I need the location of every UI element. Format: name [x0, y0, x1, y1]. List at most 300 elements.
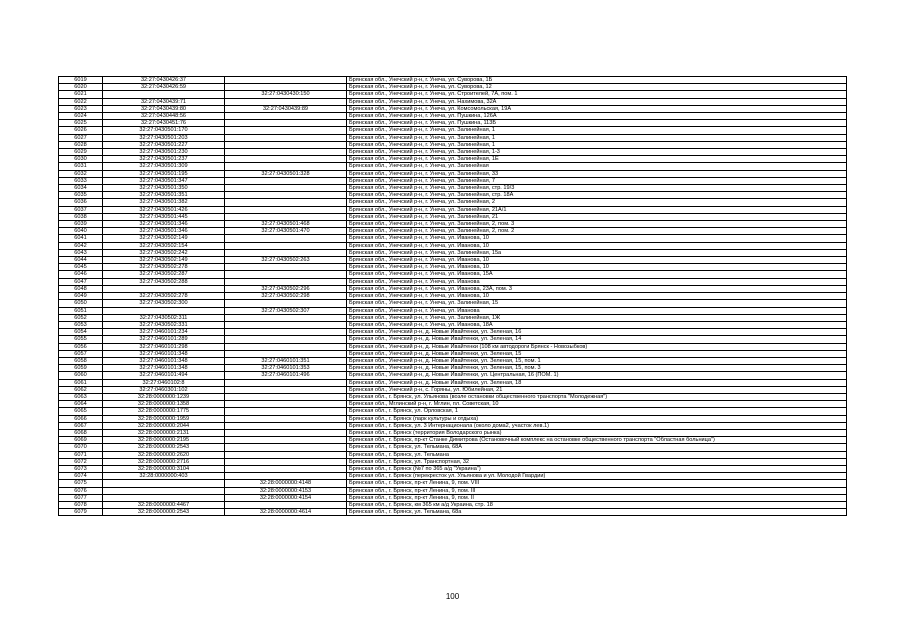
land-cadastral-number-cell: 32:28:0000000:403 — [103, 473, 225, 480]
building-cadastral-number-cell — [225, 278, 347, 285]
row-number-cell: 6039 — [59, 221, 103, 228]
row-number-cell: 6070 — [59, 444, 103, 451]
building-cadastral-number-cell: 32:28:0000000:4154 — [225, 494, 347, 501]
row-number-cell: 6051 — [59, 307, 103, 314]
building-cadastral-number-cell — [225, 249, 347, 256]
address-cell: Брянская обл., Унечский р-н, г. Унеча, ул. Залинейная, 7 — [347, 177, 847, 184]
address-cell: Брянская обл., г. Брянск, км 365 км а/д Украина, стр. 18 — [347, 501, 847, 508]
building-cadastral-number-cell: 32:27:0430501:468 — [225, 221, 347, 228]
building-cadastral-number-cell — [225, 401, 347, 408]
row-number-cell: 6044 — [59, 257, 103, 264]
building-cadastral-number-cell: 32:27:0430502:296 — [225, 285, 347, 292]
table-row — [59, 221, 847, 228]
building-cadastral-number-cell — [225, 408, 347, 415]
building-cadastral-number-cell — [225, 113, 347, 120]
row-number-cell: 6060 — [59, 372, 103, 379]
table-row — [59, 264, 847, 271]
address-cell: Брянская обл., Унечский р-н, г. Унеча, ул. Залинейная, 1 — [347, 134, 847, 141]
table-row — [59, 480, 847, 487]
land-cadastral-number-cell: 32:27:0460101:289 — [103, 336, 225, 343]
table-row — [59, 509, 847, 516]
table-row — [59, 185, 847, 192]
address-cell: Брянская обл., Унечский р-н, г. Унеча, ул. Иванова, 10 — [347, 235, 847, 242]
land-cadastral-number-cell: 32:27:0430426:37 — [103, 77, 225, 84]
land-cadastral-number-cell: 32:27:0430501:227 — [103, 141, 225, 148]
address-cell: Брянская обл., г. Брянск, пр-кт Ленина, 9, пом. II — [347, 494, 847, 501]
address-cell: Брянская обл., Унечский р-н, г. Унеча, ул. Залинейная, 2 — [347, 199, 847, 206]
row-number-cell: 6071 — [59, 451, 103, 458]
land-cadastral-number-cell: 32:27:0460101:298 — [103, 343, 225, 350]
row-number-cell: 6027 — [59, 134, 103, 141]
land-cadastral-number-cell: 32:27:0430502:331 — [103, 321, 225, 328]
row-number-cell: 6054 — [59, 329, 103, 336]
row-number-cell: 6057 — [59, 350, 103, 357]
address-cell: Брянская обл., Унечский р-н, г. Унеча, ул. Комсомольская, 19А — [347, 105, 847, 112]
building-cadastral-number-cell: 32:28:0000000:4148 — [225, 480, 347, 487]
table-row — [59, 84, 847, 91]
row-number-cell: 6031 — [59, 163, 103, 170]
land-cadastral-number-cell: 32:28:0000000:1358 — [103, 401, 225, 408]
land-cadastral-number-cell: 32:27:0430502:149 — [103, 235, 225, 242]
row-number-cell: 6061 — [59, 379, 103, 386]
row-number-cell: 6032 — [59, 170, 103, 177]
land-cadastral-number-cell: 32:27:0430502:149 — [103, 257, 225, 264]
land-cadastral-number-cell: 32:27:0430502:278 — [103, 293, 225, 300]
table-row — [59, 329, 847, 336]
building-cadastral-number-cell: 32:27:0430502:307 — [225, 307, 347, 314]
building-cadastral-number-cell — [225, 127, 347, 134]
table-row — [59, 285, 847, 292]
address-cell: Брянская обл., г. Брянск (перекресток ул. Ульянова и ул. Молодой Гвардии) — [347, 473, 847, 480]
row-number-cell: 6025 — [59, 120, 103, 127]
table-row — [59, 170, 847, 177]
building-cadastral-number-cell — [225, 415, 347, 422]
building-cadastral-number-cell — [225, 343, 347, 350]
land-cadastral-number-cell: 32:27:0460101:234 — [103, 329, 225, 336]
building-cadastral-number-cell — [225, 120, 347, 127]
table-row — [59, 487, 847, 494]
building-cadastral-number-cell — [225, 213, 347, 220]
address-cell: Брянская обл., Унечский р-н, г. Унеча, ул. Залинейная, 15 — [347, 300, 847, 307]
table-row — [59, 372, 847, 379]
table-row — [59, 98, 847, 105]
address-cell: Брянская обл., Унечский р-н, г. Унеча, ул. Залинейная, 1Е — [347, 156, 847, 163]
address-cell: Брянская обл., Унечский р-н, г. Унеча, ул. Пушкина, 113Б — [347, 120, 847, 127]
address-cell: Брянская обл., Унечский р-н, д. Новые Ивайтенки, ул. Зеленая, 15 — [347, 350, 847, 357]
building-cadastral-number-cell — [225, 264, 347, 271]
row-number-cell: 6069 — [59, 437, 103, 444]
table-row — [59, 177, 847, 184]
land-cadastral-number-cell — [103, 487, 225, 494]
building-cadastral-number-cell — [225, 156, 347, 163]
address-cell: Брянская обл., г. Брянск (территория Володарского рынка) — [347, 429, 847, 436]
address-cell: Брянская обл., Унечский р-н, г. Унеча, ул. Иванова, 10 — [347, 293, 847, 300]
building-cadastral-number-cell: 32:27:0460101:353 — [225, 365, 347, 372]
row-number-cell: 6043 — [59, 249, 103, 256]
row-number-cell: 6026 — [59, 127, 103, 134]
land-cadastral-number-cell: 32:28:0000000:2620 — [103, 451, 225, 458]
table-row — [59, 213, 847, 220]
land-cadastral-number-cell — [103, 91, 225, 98]
land-cadastral-number-cell: 32:27:0430501:382 — [103, 199, 225, 206]
page-number: 100 — [445, 592, 460, 601]
address-cell: Брянская обл., Унечский р-н, г. Унеча, ул. Суворова, 12 — [347, 84, 847, 91]
address-cell: Брянская обл., Унечский р-н, г. Унеча, ул. Залинейная, 1 — [347, 141, 847, 148]
land-cadastral-number-cell: 32:27:0430501:426 — [103, 206, 225, 213]
table-row — [59, 156, 847, 163]
cadastral-table — [58, 76, 847, 516]
address-cell: Брянская обл., г. Брянск, ул. Тельмана, 68а — [347, 509, 847, 516]
address-cell: Брянская обл., Унечский р-н, с. Горяны, ул. Юбилейная, 21 — [347, 386, 847, 393]
address-cell: Брянская обл., Унечский р-н, г. Унеча, ул. Залинейная, 15а — [347, 249, 847, 256]
row-number-cell: 6074 — [59, 473, 103, 480]
land-cadastral-number-cell: 32:28:0000000:2131 — [103, 429, 225, 436]
address-cell: Брянская обл., Унечский р-н, г. Унеча, ул. Нахимова, 32А — [347, 98, 847, 105]
land-cadastral-number-cell: 32:28:0000000:1775 — [103, 408, 225, 415]
address-cell: Брянская обл., г. Брянск, ул. Тельмана — [347, 451, 847, 458]
table-row — [59, 91, 847, 98]
address-cell: Брянская обл., Унечский р-н, г. Унеча, ул. Залинейная — [347, 163, 847, 170]
building-cadastral-number-cell — [225, 437, 347, 444]
address-cell: Брянская обл., г. Брянск, ул. 3 Интернационала (около дома2, участок лев.1) — [347, 422, 847, 429]
building-cadastral-number-cell — [225, 134, 347, 141]
row-number-cell: 6063 — [59, 393, 103, 400]
table-row — [59, 444, 847, 451]
address-cell: Брянская обл., Унечский р-н, г. Унеча, ул. Залинейная, 2, пом. 2 — [347, 228, 847, 235]
row-number-cell: 6042 — [59, 242, 103, 249]
table-row — [59, 77, 847, 84]
land-cadastral-number-cell: 32:27:0430501:346 — [103, 221, 225, 228]
table-row — [59, 379, 847, 386]
row-number-cell: 6064 — [59, 401, 103, 408]
building-cadastral-number-cell — [225, 98, 347, 105]
land-cadastral-number-cell: 32:27:0460101:494 — [103, 372, 225, 379]
row-number-cell: 6058 — [59, 357, 103, 364]
building-cadastral-number-cell: 32:27:0430501:328 — [225, 170, 347, 177]
row-number-cell: 6068 — [59, 429, 103, 436]
table-row — [59, 473, 847, 480]
land-cadastral-number-cell: 32:27:0430501:350 — [103, 185, 225, 192]
land-cadastral-number-cell: 32:27:0430501:203 — [103, 134, 225, 141]
table-row — [59, 113, 847, 120]
building-cadastral-number-cell: 32:27:0460101:496 — [225, 372, 347, 379]
building-cadastral-number-cell — [225, 501, 347, 508]
row-number-cell: 6052 — [59, 314, 103, 321]
building-cadastral-number-cell — [225, 185, 347, 192]
address-cell: Брянская обл., Мглинский р-н, г. Мглин, пл. Советская, 10 — [347, 401, 847, 408]
land-cadastral-number-cell: 32:27:0430502:287 — [103, 271, 225, 278]
address-cell: Брянская обл., Унечский р-н, г. Унеча, ул. Залинейная, 21А/1 — [347, 206, 847, 213]
land-cadastral-number-cell: 32:27:0430501:347 — [103, 177, 225, 184]
table-row — [59, 105, 847, 112]
building-cadastral-number-cell — [225, 300, 347, 307]
building-cadastral-number-cell — [225, 199, 347, 206]
row-number-cell: 6029 — [59, 149, 103, 156]
land-cadastral-number-cell: 32:27:0430502:300 — [103, 300, 225, 307]
row-number-cell: 6020 — [59, 84, 103, 91]
building-cadastral-number-cell — [225, 206, 347, 213]
land-cadastral-number-cell: 32:27:0460102:8 — [103, 379, 225, 386]
land-cadastral-number-cell — [103, 285, 225, 292]
row-number-cell: 6056 — [59, 343, 103, 350]
address-cell: Брянская обл., Унечский р-н, г. Унеча, ул. Залинейная, 1 — [347, 127, 847, 134]
building-cadastral-number-cell — [225, 429, 347, 436]
address-cell: Брянская обл., Унечский р-н, д. Новые Ивайтенки, ул. Зеленая, 14 — [347, 336, 847, 343]
address-cell: Брянская обл., Унечский р-н, г. Унеча, ул. Залинейная, 1-3 — [347, 149, 847, 156]
table-row — [59, 386, 847, 393]
table-row — [59, 465, 847, 472]
building-cadastral-number-cell — [225, 177, 347, 184]
table-row — [59, 163, 847, 170]
address-cell: Брянская обл., Унечский р-н, г. Унеча, ул. Иванова, 10 — [347, 264, 847, 271]
building-cadastral-number-cell — [225, 458, 347, 465]
building-cadastral-number-cell — [225, 393, 347, 400]
land-cadastral-number-cell: 32:27:0460101:348 — [103, 357, 225, 364]
building-cadastral-number-cell — [225, 192, 347, 199]
building-cadastral-number-cell: 32:28:0000000:4614 — [225, 509, 347, 516]
table-row — [59, 192, 847, 199]
land-cadastral-number-cell: 32:27:0430502:242 — [103, 249, 225, 256]
table-row — [59, 300, 847, 307]
table-row — [59, 501, 847, 508]
building-cadastral-number-cell: 32:27:0430502:263 — [225, 257, 347, 264]
land-cadastral-number-cell — [103, 480, 225, 487]
address-cell: Брянская обл., г. Брянск (парк культуры и отдыха) — [347, 415, 847, 422]
land-cadastral-number-cell: 32:27:0430502:278 — [103, 264, 225, 271]
land-cadastral-number-cell: 32:28:0000000:3104 — [103, 465, 225, 472]
row-number-cell: 6053 — [59, 321, 103, 328]
table-row — [59, 228, 847, 235]
address-cell: Брянская обл., Унечский р-н, г. Унеча, ул. Залинейная, стр. 18А — [347, 192, 847, 199]
table-row — [59, 415, 847, 422]
table-row — [59, 422, 847, 429]
address-cell: Брянская обл., Унечский р-н, г. Унеча, ул. Иванова, 23А, пом. 3 — [347, 285, 847, 292]
table-row — [59, 336, 847, 343]
building-cadastral-number-cell — [225, 77, 347, 84]
row-number-cell: 6023 — [59, 105, 103, 112]
land-cadastral-number-cell: 32:27:0430501:309 — [103, 163, 225, 170]
address-cell: Брянская обл., г. Брянск, ул. Ульянова (возле остановки общественного транспорта "Молодежная") — [347, 393, 847, 400]
row-number-cell: 6049 — [59, 293, 103, 300]
land-cadastral-number-cell: 32:27:0430501:351 — [103, 192, 225, 199]
row-number-cell: 6079 — [59, 509, 103, 516]
building-cadastral-number-cell: 32:27:0460101:351 — [225, 357, 347, 364]
table-row — [59, 127, 847, 134]
land-cadastral-number-cell: 32:28:0000000:2044 — [103, 422, 225, 429]
row-number-cell: 6050 — [59, 300, 103, 307]
land-cadastral-number-cell: 32:27:0430439:80 — [103, 105, 225, 112]
row-number-cell: 6078 — [59, 501, 103, 508]
row-number-cell: 6036 — [59, 199, 103, 206]
table-row — [59, 293, 847, 300]
table-row — [59, 350, 847, 357]
land-cadastral-number-cell: 32:27:0430501:170 — [103, 127, 225, 134]
table-row — [59, 235, 847, 242]
table-row — [59, 314, 847, 321]
address-cell: Брянская обл., г. Брянск, пр-кт Ленина, 9, пом. III — [347, 487, 847, 494]
address-cell: Брянская обл., Унечский р-н, г. Унеча, ул. Залинейная, 2, пом. 3 — [347, 221, 847, 228]
address-cell: Брянская обл., Унечский р-н, г. Унеча, ул. Залинейная, 1Ж — [347, 314, 847, 321]
table-row — [59, 437, 847, 444]
row-number-cell: 6067 — [59, 422, 103, 429]
building-cadastral-number-cell — [225, 314, 347, 321]
table-row — [59, 199, 847, 206]
row-number-cell: 6040 — [59, 228, 103, 235]
land-cadastral-number-cell: 32:28:0000000:1959 — [103, 415, 225, 422]
building-cadastral-number-cell — [225, 271, 347, 278]
land-cadastral-number-cell: 32:27:0430502:154 — [103, 242, 225, 249]
address-cell: Брянская обл., Унечский р-н, г. Унеча, ул. Иванова — [347, 278, 847, 285]
building-cadastral-number-cell: 32:27:0430439:89 — [225, 105, 347, 112]
row-number-cell: 6034 — [59, 185, 103, 192]
building-cadastral-number-cell — [225, 163, 347, 170]
building-cadastral-number-cell — [225, 242, 347, 249]
land-cadastral-number-cell: 32:27:0430439:71 — [103, 98, 225, 105]
address-cell: Брянская обл., Унечский р-н, г. Унеча, ул. Залинейная, стр. 19/3 — [347, 185, 847, 192]
address-cell: Брянская обл., Унечский р-н, г. Унеча, ул. Иванова, 10 — [347, 242, 847, 249]
land-cadastral-number-cell: 32:28:0000000:2195 — [103, 437, 225, 444]
address-cell: Брянская обл., Унечский р-н, г. Унеча, ул. Строителей, 7А, пом. 1 — [347, 91, 847, 98]
address-cell: Брянская обл., Унечский р-н, д. Новые Ивайтенки (108 км автодороги Брянск - Новозыбков) — [347, 343, 847, 350]
building-cadastral-number-cell — [225, 451, 347, 458]
address-cell: Брянская обл., Унечский р-н, д. Новые Ивайтенки, ул. Центральная, 16 (ПОМ. 1) — [347, 372, 847, 379]
address-cell: Брянская обл., г. Брянск, ул. Транспортная, 32 — [347, 458, 847, 465]
table-row — [59, 321, 847, 328]
land-cadastral-number-cell: 32:28:0000000:1239 — [103, 393, 225, 400]
row-number-cell: 6059 — [59, 365, 103, 372]
table-row — [59, 408, 847, 415]
land-cadastral-number-cell: 32:27:0430501:445 — [103, 213, 225, 220]
table-row — [59, 458, 847, 465]
address-cell: Брянская обл., Унечский р-н, г. Унеча, ул. Иванова, 10 — [347, 257, 847, 264]
building-cadastral-number-cell — [225, 84, 347, 91]
land-cadastral-number-cell: 32:27:0430501:195 — [103, 170, 225, 177]
row-number-cell: 6072 — [59, 458, 103, 465]
row-number-cell: 6022 — [59, 98, 103, 105]
address-cell: Брянская обл., г. Брянск (№7 по 365 a/д "Украина") — [347, 465, 847, 472]
building-cadastral-number-cell — [225, 149, 347, 156]
address-cell: Брянская обл., г. Брянск, пр-кт Станке Димитрова (Остановочный комплекс на остановке общественного транспорта "Областная больница") — [347, 437, 847, 444]
table-row — [59, 249, 847, 256]
building-cadastral-number-cell — [225, 473, 347, 480]
row-number-cell: 6047 — [59, 278, 103, 285]
table-row — [59, 357, 847, 364]
row-number-cell: 6066 — [59, 415, 103, 422]
table-row — [59, 242, 847, 249]
address-cell: Брянская обл., г. Брянск, пр-кт Ленина, 9, пом. VIII — [347, 480, 847, 487]
land-cadastral-number-cell: 32:27:0430501:346 — [103, 228, 225, 235]
row-number-cell: 6045 — [59, 264, 103, 271]
table-row — [59, 429, 847, 436]
row-number-cell: 6076 — [59, 487, 103, 494]
table-row — [59, 141, 847, 148]
land-cadastral-number-cell: 32:28:0000000:2543 — [103, 444, 225, 451]
building-cadastral-number-cell — [225, 321, 347, 328]
address-cell: Брянская обл., Унечский р-н, д. Новые Ивайтенки, ул. Зеленая, 15, пом. 1 — [347, 357, 847, 364]
land-cadastral-number-cell: 32:28:0000000:2543 — [103, 509, 225, 516]
building-cadastral-number-cell — [225, 422, 347, 429]
row-number-cell: 6030 — [59, 156, 103, 163]
row-number-cell: 6024 — [59, 113, 103, 120]
table-row — [59, 401, 847, 408]
row-number-cell: 6028 — [59, 141, 103, 148]
land-cadastral-number-cell: 32:27:0430501:237 — [103, 156, 225, 163]
table-row — [59, 149, 847, 156]
address-cell: Брянская обл., Унечский р-н, д. Новые Ивайтенки, ул. Зеленая, 18 — [347, 379, 847, 386]
row-number-cell: 6073 — [59, 465, 103, 472]
building-cadastral-number-cell: 32:27:0430502:298 — [225, 293, 347, 300]
building-cadastral-number-cell: 32:27:0430501:470 — [225, 228, 347, 235]
address-cell: Брянская обл., г. Брянск, ул. Тельмана, 68А — [347, 444, 847, 451]
land-cadastral-number-cell: 32:27:0430502:288 — [103, 278, 225, 285]
table-row — [59, 134, 847, 141]
table-row — [59, 451, 847, 458]
row-number-cell: 6021 — [59, 91, 103, 98]
row-number-cell: 6048 — [59, 285, 103, 292]
land-cadastral-number-cell: 32:27:0430502:311 — [103, 314, 225, 321]
land-cadastral-number-cell: 32:27:0430426:59 — [103, 84, 225, 91]
row-number-cell: 6019 — [59, 77, 103, 84]
row-number-cell: 6035 — [59, 192, 103, 199]
row-number-cell: 6055 — [59, 336, 103, 343]
land-cadastral-number-cell: 32:28:0000000:4467 — [103, 501, 225, 508]
address-cell: Брянская обл., Унечский р-н, д. Новые Ивайтенки, ул. Зеленая, 15, пом. 3 — [347, 365, 847, 372]
building-cadastral-number-cell: 32:28:0000000:4153 — [225, 487, 347, 494]
building-cadastral-number-cell — [225, 336, 347, 343]
row-number-cell: 6077 — [59, 494, 103, 501]
building-cadastral-number-cell — [225, 444, 347, 451]
land-cadastral-number-cell: 32:27:0430501:230 — [103, 149, 225, 156]
address-cell: Брянская обл., Унечский р-н, г. Унеча, ул. Залинейная, 33 — [347, 170, 847, 177]
land-cadastral-number-cell — [103, 307, 225, 314]
land-cadastral-number-cell: 32:28:0000000:2716 — [103, 458, 225, 465]
land-cadastral-number-cell: 32:27:0460301:102 — [103, 386, 225, 393]
table-row — [59, 206, 847, 213]
table-body — [59, 77, 847, 516]
land-cadastral-number-cell: 32:27:0430448:56 — [103, 113, 225, 120]
land-cadastral-number-cell: 32:27:0460101:348 — [103, 365, 225, 372]
row-number-cell: 6037 — [59, 206, 103, 213]
table-row — [59, 494, 847, 501]
table-row — [59, 257, 847, 264]
table-row — [59, 278, 847, 285]
building-cadastral-number-cell — [225, 465, 347, 472]
table-row — [59, 393, 847, 400]
table-row — [59, 120, 847, 127]
address-cell: Брянская обл., Унечский р-н, д. Новые Ивайтенки, ул. Зеленая, 16 — [347, 329, 847, 336]
building-cadastral-number-cell — [225, 350, 347, 357]
land-cadastral-number-cell: 32:27:0430451:76 — [103, 120, 225, 127]
address-cell: Брянская обл., Унечский р-н, г. Унеча, ул. Пушкина, 126А — [347, 113, 847, 120]
land-cadastral-number-cell — [103, 494, 225, 501]
address-cell: Брянская обл., Унечский р-н, г. Унеча, ул. Суворова, 1Б — [347, 77, 847, 84]
building-cadastral-number-cell — [225, 329, 347, 336]
row-number-cell: 6046 — [59, 271, 103, 278]
table-row — [59, 365, 847, 372]
address-cell: Брянская обл., Унечский р-н, г. Унеча, ул. Иванова, 15А — [347, 271, 847, 278]
building-cadastral-number-cell — [225, 141, 347, 148]
building-cadastral-number-cell — [225, 235, 347, 242]
row-number-cell: 6038 — [59, 213, 103, 220]
building-cadastral-number-cell: 32:27:0430430:150 — [225, 91, 347, 98]
table-row — [59, 271, 847, 278]
building-cadastral-number-cell — [225, 379, 347, 386]
table-row — [59, 343, 847, 350]
row-number-cell: 6033 — [59, 177, 103, 184]
table-row — [59, 307, 847, 314]
address-cell: Брянская обл., Унечский р-н, г. Унеча, ул. Залинейная, 21 — [347, 213, 847, 220]
address-cell: Брянская обл., Унечский р-н, г. Унеча, ул. Иванова — [347, 307, 847, 314]
